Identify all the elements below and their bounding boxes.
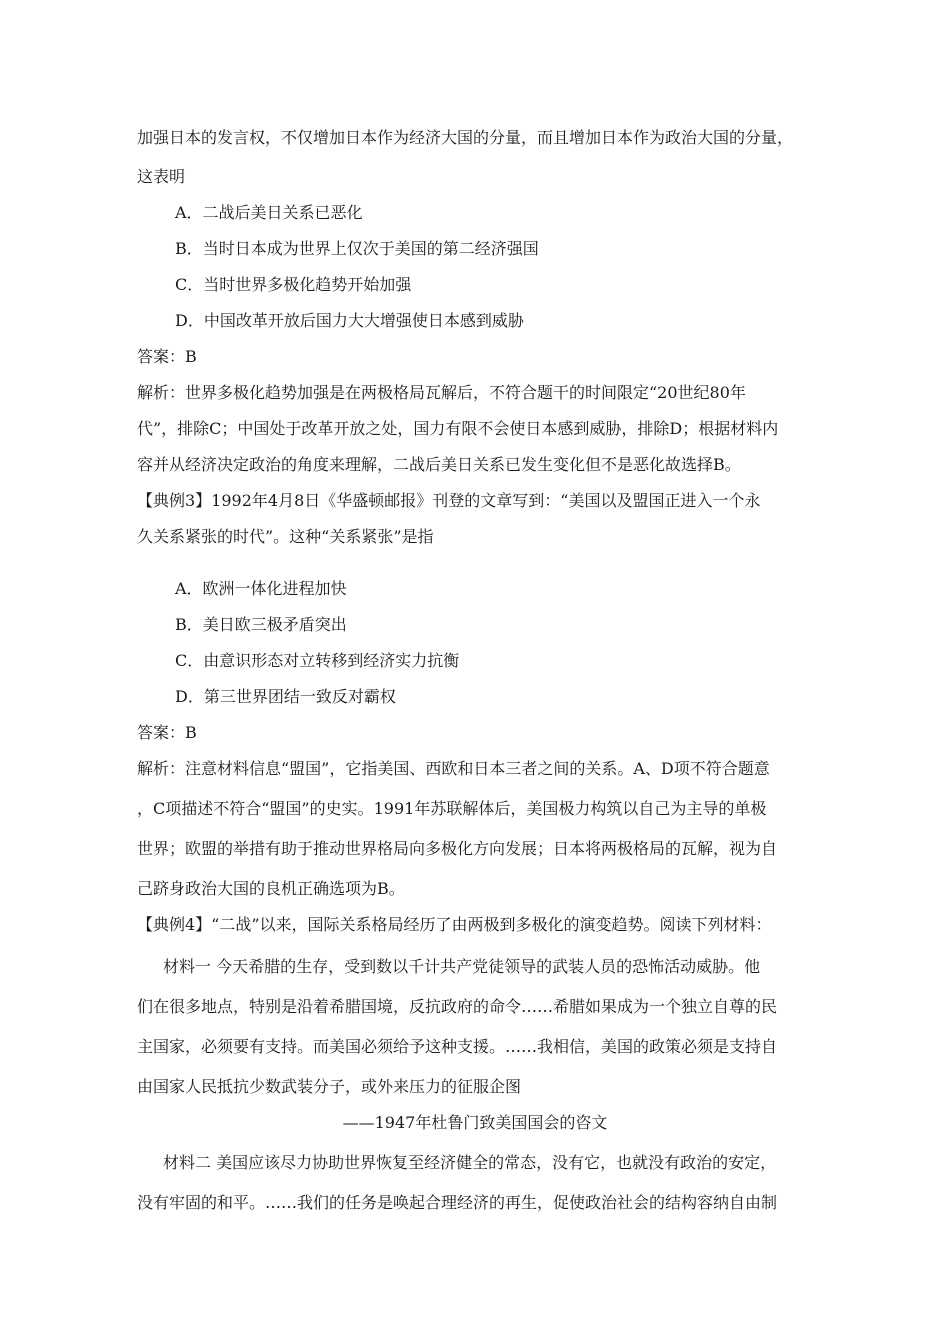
question-3-answer: 答案：B	[137, 723, 197, 742]
question-3-analysis-line-1: 解析：注意材料信息“盟国”，它指美国、西欧和日本三者之间的关系。A、D项不符合题意	[137, 759, 770, 778]
question-2-stem-line-2: 这表明	[137, 167, 186, 186]
question-2-option-a: A．二战后美日关系已恶化	[175, 203, 363, 222]
material-2-line-1: 材料二 美国应该尽力协助世界恢复至经济健全的常态，没有它，也就没有政治的安定，	[163, 1153, 777, 1172]
question-2-analysis-line-2: 代”，排除C；中国处于改革开放之处，国力有限不会使日本感到威胁，排除D；根据材料内	[137, 419, 779, 438]
question-2-option-d: D．中国改革开放后国力大大增强使日本感到威胁	[175, 311, 524, 330]
material-1-line-2: 们在很多地点，特别是沿着希腊国境，反抗政府的命令……希腊如果成为一个独立自尊的民	[137, 997, 778, 1016]
question-3-option-c: C．由意识形态对立转移到经济实力抗衡	[175, 651, 460, 670]
material-1-line-4: 由国家人民抵抗少数武装分子，或外来压力的征服企图	[137, 1077, 522, 1096]
question-3-analysis-line-2: ，C项描述不符合“盟国”的史实。1991年苏联解体后，美国极力构筑以自己为主导的单极	[137, 799, 767, 818]
question-3-option-b: B．美日欧三极矛盾突出	[175, 615, 347, 634]
question-2-stem-line-1: 加强日本的发言权，不仅增加日本作为经济大国的分量，而且增加日本作为政治大国的分量，	[137, 128, 794, 147]
question-2-analysis-line-1: 解析：世界多极化趋势加强是在两极格局瓦解后，不符合题干的时间限定“20世纪80年	[137, 383, 746, 402]
question-2-option-b: B．当时日本成为世界上仅次于美国的第二经济强国	[175, 239, 539, 258]
question-3-stem-line-1: 【典例3】1992年4月8日《华盛顿邮报》刊登的文章写到：“美国以及盟国正进入一个永	[137, 491, 761, 510]
question-3-stem-line-2: 久关系紧张的时代”。这种“关系紧张”是指	[137, 527, 434, 546]
question-2-option-c: C．当时世界多极化趋势开始加强	[175, 275, 412, 294]
question-3-option-a: A．欧洲一体化进程加快	[175, 579, 347, 598]
material-1-line-3: 主国家，必须要有支持。而美国必须给予这种支援。……我相信，美国的政策必须是支持自	[137, 1037, 778, 1056]
question-3-analysis-line-3: 世界；欧盟的举措有助于推动世界格局向多极化方向发展；日本将两极格局的瓦解，视为自	[137, 839, 778, 858]
material-1-line-1: 材料一 今天希腊的生存，受到数以千计共产党徒领导的武装人员的恐怖活动威胁。他	[163, 957, 761, 976]
material-2-line-2: 没有牢固的和平。……我们的任务是唤起合理经济的再生，促使政治社会的结构容纳自由制	[137, 1193, 778, 1212]
question-3-option-d: D．第三世界团结一致反对霸权	[175, 687, 396, 706]
question-3-analysis-line-4: 己跻身政治大国的良机正确选项为B。	[137, 879, 405, 898]
material-1-source: ——1947年杜鲁门致美国国会的咨文	[342, 1113, 608, 1132]
question-2-analysis-line-3: 容并从经济决定政治的角度来理解，二战后美日关系已发生变化但不是恶化故选择B。	[137, 455, 741, 474]
question-4-stem: 【典例4】“二战”以来，国际关系格局经历了由两极到多极化的演变趋势。阅读下列材料：	[137, 915, 772, 934]
question-2-answer: 答案：B	[137, 347, 197, 366]
